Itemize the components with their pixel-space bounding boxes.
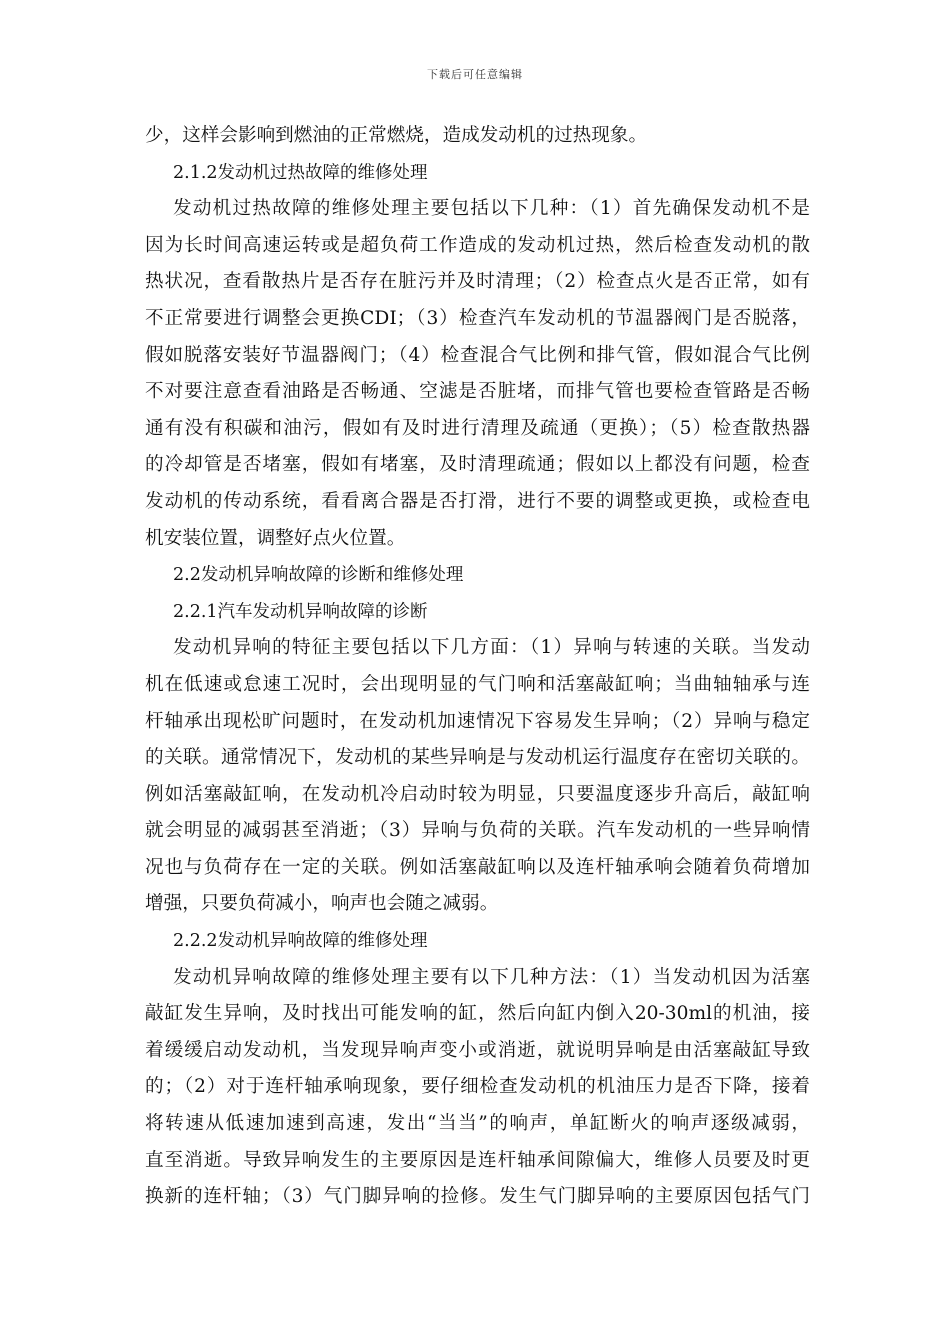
- paragraph-line: 发动机过热故障的维修处理主要包括以下几种：（1）首先确保发动机不是: [173, 198, 810, 220]
- paragraph-line: 例如活塞敲缸响，在发动机冷启动时较为明显，只要温度逐步升高后，敲缸响: [145, 783, 810, 805]
- paragraph-line: 不正常要进行调整会更换CDI；（3）检查汽车发动机的节温器阀门是否脱落，: [145, 307, 810, 329]
- paragraph-line: 的；（2）对于连杆轴承响现象，要仔细检查发动机的机油压力是否下降，接着: [145, 1076, 810, 1098]
- paragraph-line: 机在低速或怠速工况时，会出现明显的气门响和活塞敲缸响；当曲轴轴承与连: [145, 673, 810, 695]
- paragraph-line: 机安装位置，调整好点火位置。: [145, 527, 406, 549]
- paragraph-line: 况也与负荷存在一定的关联。例如活塞敲缸响以及连杆轴承响会随着负荷增加: [145, 856, 810, 878]
- paragraph-line: 直至消逝。导致异响发生的主要原因是连杆轴承间隙偏大，维修人员要及时更: [145, 1149, 810, 1171]
- paragraph-line: 发动机异响的特征主要包括以下几方面：（1）异响与转速的关联。当发动: [173, 637, 810, 659]
- paragraph-line: 换新的连杆轴；（3）气门脚异响的捡修。发生气门脚异响的主要原因包括气门: [145, 1186, 810, 1208]
- paragraph-line: 热状况，查看散热片是否存在脏污并及时清理；（2）检查点火是否正常，如有: [145, 271, 810, 293]
- paragraph-line: 少，这样会影响到燃油的正常燃烧，造成发动机的过热现象。: [145, 125, 648, 146]
- paragraph-line: 发动机异响故障的维修处理主要有以下几种方法：（1）当发动机因为活塞: [173, 966, 810, 988]
- section-heading-2-2: 2.2发动机异响故障的诊断和维修处理: [173, 565, 464, 586]
- paragraph-line: 因为长时间高速运转或是超负荷工作造成的发动机过热，然后检查发动机的散: [145, 234, 810, 256]
- paragraph-line: 就会明显的减弱甚至消逝；（3）异响与负荷的关联。汽车发动机的一些异响情: [145, 820, 810, 842]
- paragraph-line: 敲缸发生异响，及时找出可能发响的缸，然后向缸内倒入20-30ml的机油，接: [145, 1003, 810, 1025]
- section-heading-2-2-2: 2.2.2发动机异响故障的维修处理: [173, 931, 428, 952]
- section-heading-2-2-1: 2.2.1汽车发动机异响故障的诊断: [173, 601, 428, 622]
- paragraph-line: 的关联。通常情况下，发动机的某些异响是与发动机运行温度存在密切关联的。: [145, 747, 810, 769]
- paragraph-line: 通有没有积碳和油污，假如有及时进行清理及疏通（更换）；（5）检查散热器: [145, 417, 810, 439]
- section-heading-2-1-2: 2.1.2发动机过热故障的维修处理: [173, 162, 428, 183]
- paragraph-line: 假如脱落安装好节温器阀门；（4）检查混合气比例和排气管，假如混合气比例: [145, 344, 810, 366]
- paragraph-line: 着缓缓启动发动机，当发现异响声变小或消逝，就说明异响是由活塞敲缸导致: [145, 1039, 810, 1061]
- paragraph-line: 将转速从低速加速到高速，发出“当当”的响声，单缸断火的响声逐级减弱，: [145, 1113, 810, 1135]
- paragraph-line: 不对要注意查看油路是否畅通、空滤是否脏堵，而排气管也要检查管路是否畅: [145, 381, 810, 403]
- paragraph-line: 发动机的传动系统，看看离合器是否打滑，进行不要的调整或更换，或检查电: [145, 490, 810, 512]
- paragraph-line: 增强，只要负荷减小，响声也会随之减弱。: [145, 893, 499, 915]
- document-body: [145, 118, 810, 1216]
- paragraph-line: 的冷却管是否堵塞，假如有堵塞，及时清理疏通；假如以上都没有问题，检查: [145, 454, 810, 476]
- page-header: 下载后可任意编辑: [427, 68, 523, 81]
- paragraph-line: 杆轴承出现松旷问题时，在发动机加速情况下容易发生异响；（2）异响与稳定: [145, 710, 810, 732]
